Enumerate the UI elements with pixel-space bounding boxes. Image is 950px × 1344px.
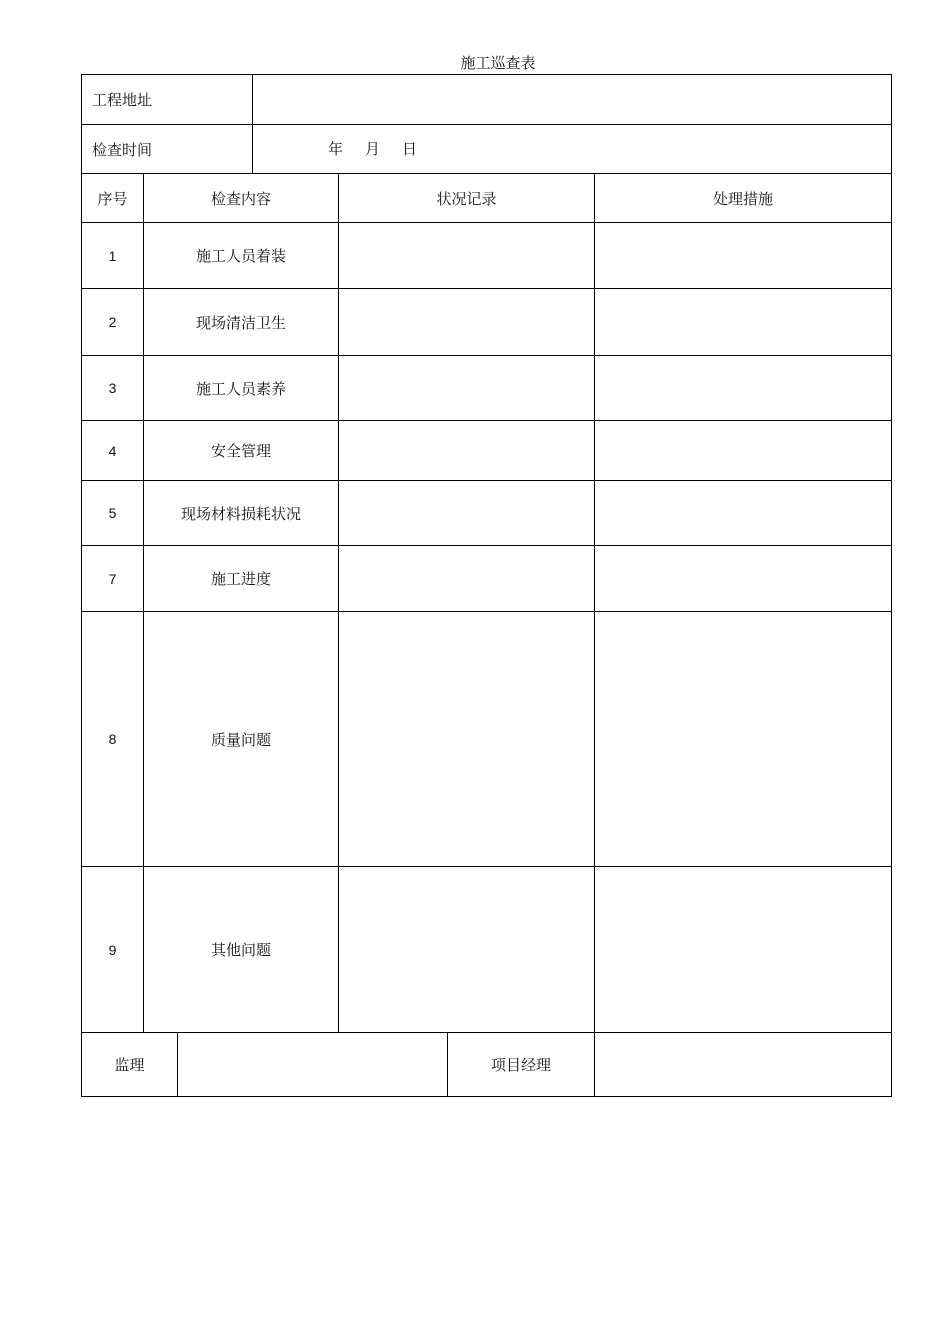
row-index: 4 (81, 420, 144, 481)
project-manager-label: 项目经理 (447, 1032, 595, 1097)
row-index: 8 (81, 611, 144, 867)
row-content: 安全管理 (143, 420, 339, 481)
row-measures-cell[interactable] (594, 480, 892, 546)
row-index: 2 (81, 288, 144, 356)
row-index: 5 (81, 480, 144, 546)
supervisor-label: 监理 (81, 1032, 178, 1097)
header-measures: 处理措施 (594, 173, 892, 223)
row-content: 施工进度 (143, 545, 339, 612)
row-index: 7 (81, 545, 144, 612)
row-content: 施工人员着装 (143, 222, 339, 289)
row-status-cell[interactable] (338, 355, 595, 421)
header-content: 检查内容 (143, 173, 339, 223)
row-status-cell[interactable] (338, 420, 595, 481)
project-manager-signature-field[interactable] (594, 1032, 892, 1097)
row-index: 3 (81, 355, 144, 421)
form-title: 施工巡查表 (460, 54, 536, 72)
row-status-cell[interactable] (338, 866, 595, 1033)
project-address-field[interactable] (252, 74, 892, 125)
inspection-time-label: 检查时间 (81, 124, 253, 174)
row-status-cell[interactable] (338, 288, 595, 356)
row-index: 1 (81, 222, 144, 289)
row-content: 现场材料损耗状况 (143, 480, 339, 546)
row-measures-cell[interactable] (594, 222, 892, 289)
row-measures-cell[interactable] (594, 288, 892, 356)
row-measures-cell[interactable] (594, 611, 892, 867)
date-day-label: 日 (402, 140, 418, 158)
date-month-label: 月 (365, 140, 381, 158)
row-status-cell[interactable] (338, 545, 595, 612)
row-measures-cell[interactable] (594, 355, 892, 421)
header-index: 序号 (81, 173, 144, 223)
row-content: 现场清洁卫生 (143, 288, 339, 356)
row-status-cell[interactable] (338, 222, 595, 289)
row-content: 施工人员素养 (143, 355, 339, 421)
header-status: 状况记录 (338, 173, 595, 223)
supervisor-signature-field[interactable] (177, 1032, 448, 1097)
row-content: 质量问题 (143, 611, 339, 867)
date-year-label: 年 (328, 140, 344, 158)
row-status-cell[interactable] (338, 480, 595, 546)
date-parts (328, 138, 439, 159)
row-status-cell[interactable] (338, 611, 595, 867)
row-measures-cell[interactable] (594, 545, 892, 612)
row-index: 9 (81, 866, 144, 1033)
project-address-label: 工程地址 (81, 74, 253, 125)
row-measures-cell[interactable] (594, 866, 892, 1033)
row-measures-cell[interactable] (594, 420, 892, 481)
row-content: 其他问题 (143, 866, 339, 1033)
